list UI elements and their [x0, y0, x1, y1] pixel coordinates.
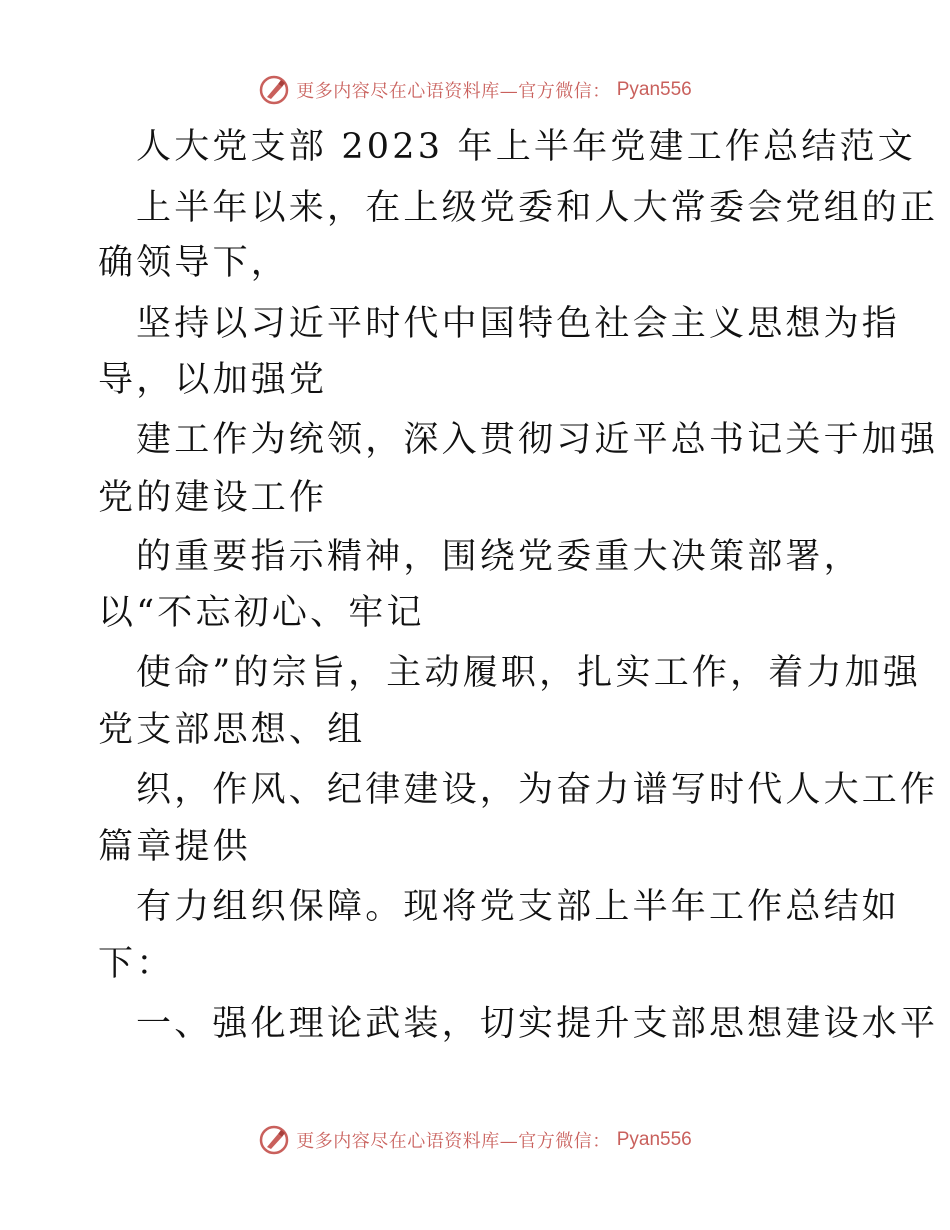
section-heading: 一、强化理论武装，切实提升支部思想建设水平: [136, 1004, 939, 1044]
text-line: 织，作风、纪律建设，为奋力谱写时代人大工作: [136, 770, 939, 810]
text-line: 导，以加强党: [98, 360, 328, 400]
text-line: 使命”的宗旨，主动履职，扎实工作，着力加强: [136, 653, 922, 693]
watermark-handle: Pyan556: [616, 79, 692, 100]
text-line: 坚持以习近平时代中国特色社会主义思想为指: [136, 304, 901, 344]
text-line: 篇章提供: [98, 827, 251, 867]
text-line: 以“不忘初心、牢记: [98, 593, 425, 633]
text-line: 党的建设工作: [98, 478, 328, 518]
text-line: 党支部思想、组: [98, 710, 366, 750]
text-line: 建工作为统领，深入贯彻习近平总书记关于加强: [136, 420, 939, 460]
text-line: 确领导下，: [98, 243, 290, 283]
text-line: 有力组织保障。现将党支部上半年工作总结如: [136, 887, 901, 927]
text-line: 下：: [98, 944, 175, 984]
text-line: 上半年以来，在上级党委和人大常委会党组的正: [136, 188, 939, 228]
pen-logo-icon: [258, 1124, 290, 1156]
text-line: 的重要指示精神，围绕党委重大决策部署，: [136, 537, 862, 577]
document-title: 人大党支部 2023 年上半年党建工作总结范文: [136, 127, 916, 167]
watermark-footer: [0, 1123, 950, 1157]
watermark-text: 更多内容尽在心语资料库—官方微信：: [296, 81, 611, 102]
watermark-text: 更多内容尽在心语资料库—官方微信：: [296, 1131, 611, 1152]
watermark-handle: Pyan556: [616, 1129, 692, 1150]
